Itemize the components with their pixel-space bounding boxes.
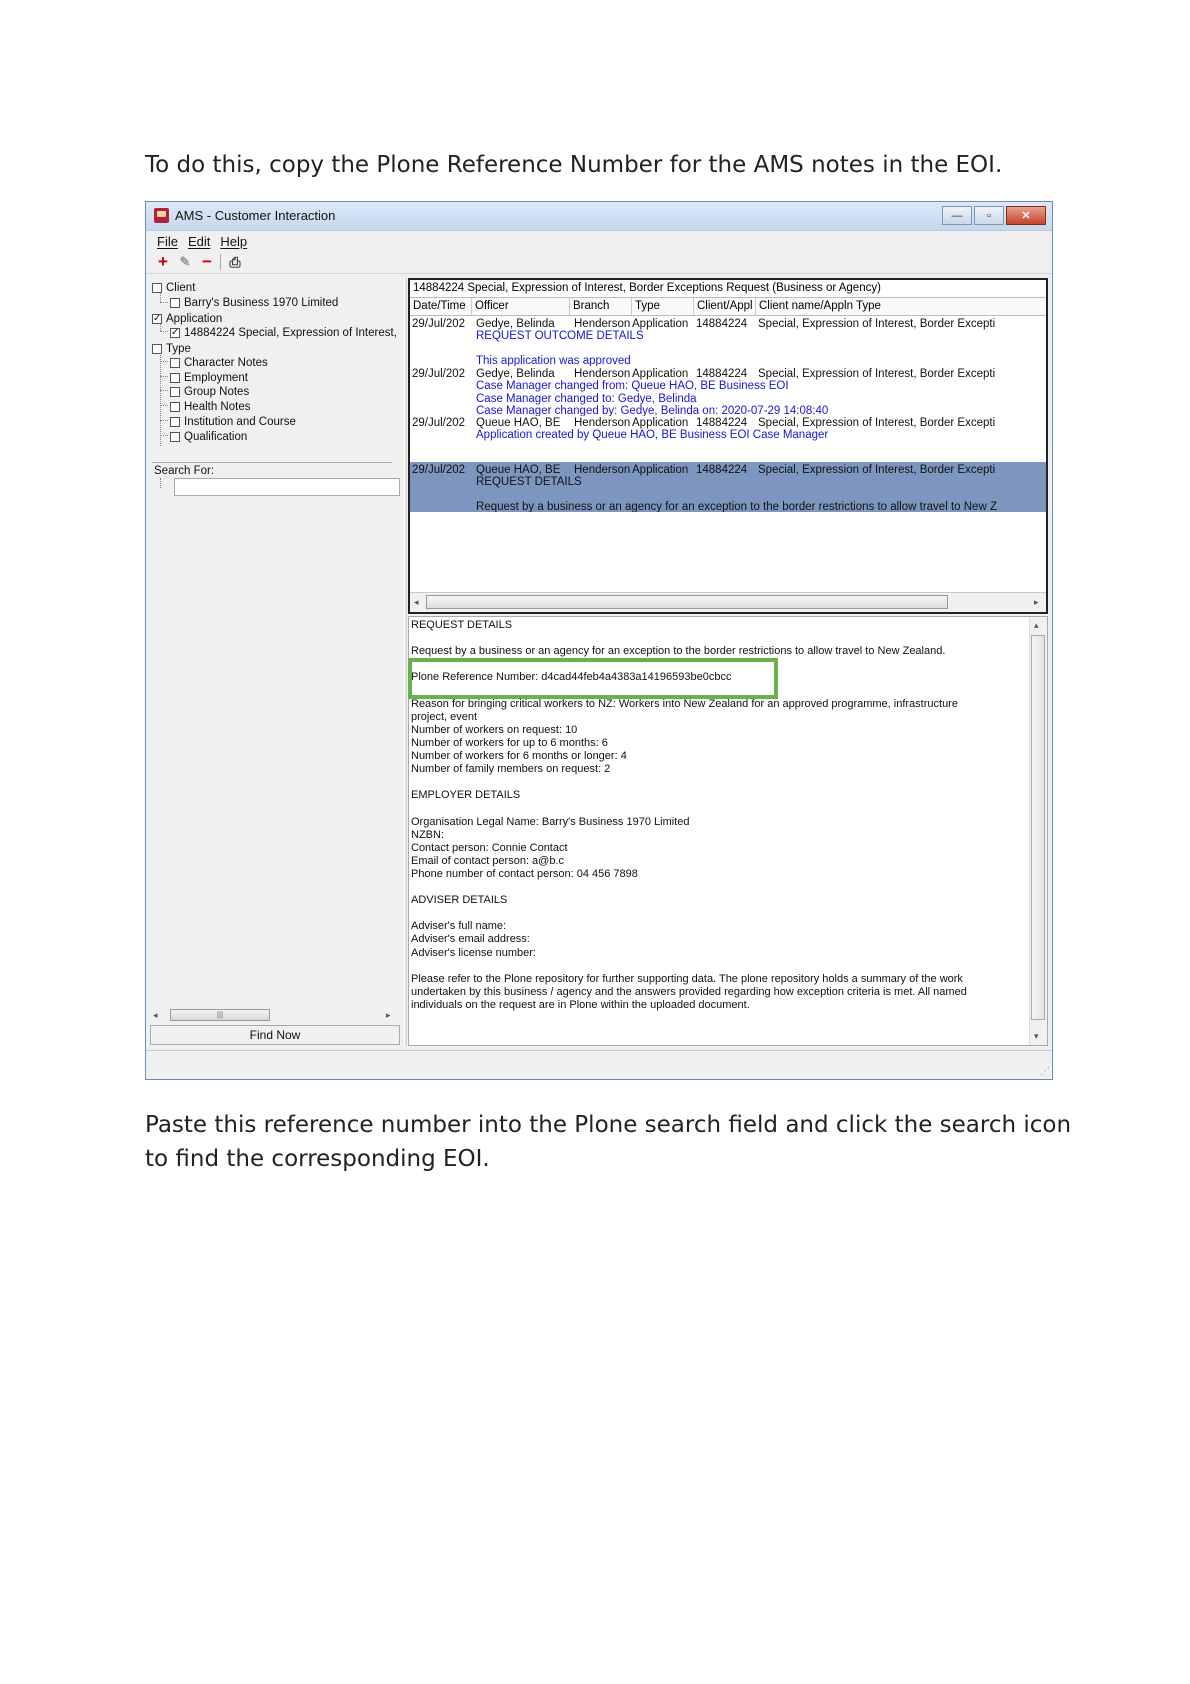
tree-line bbox=[160, 376, 168, 377]
cell-appln: Special, Expression of Interest, Border Excepti bbox=[758, 417, 996, 429]
detail-line: Adviser's email address: bbox=[411, 933, 530, 946]
application-checkbox[interactable]: ✓ bbox=[153, 312, 162, 324]
menu-help[interactable]: Help bbox=[220, 233, 248, 249]
ams-window bbox=[145, 201, 1053, 1080]
tree-type-label-item: Qualification bbox=[184, 430, 248, 443]
title-bar[interactable] bbox=[146, 202, 1052, 231]
table-row[interactable] bbox=[410, 316, 1046, 366]
detail-line: Contact person: Connie Contact bbox=[411, 841, 568, 854]
print-icon[interactable]: ⎙ bbox=[229, 253, 241, 270]
row-note bbox=[476, 429, 828, 442]
cell-branch: Henderson bbox=[574, 318, 631, 330]
add-icon[interactable]: + bbox=[158, 252, 168, 271]
detail-line: Phone number of contact person: 04 456 7898 bbox=[411, 867, 638, 880]
cell-officer: Gedye, Belinda bbox=[476, 368, 555, 380]
client-child-checkbox[interactable] bbox=[170, 298, 180, 308]
search-label: Search For: bbox=[154, 465, 215, 477]
tree-type-institution[interactable] bbox=[170, 414, 296, 429]
col-officer[interactable]: Officer bbox=[472, 298, 570, 315]
close-icon: ✕ bbox=[1021, 210, 1031, 222]
detail-line: project, event bbox=[411, 710, 478, 723]
scroll-right-icon[interactable]: ▸ bbox=[386, 1009, 391, 1020]
tree-type[interactable] bbox=[152, 341, 191, 356]
list-header bbox=[410, 298, 1046, 316]
note-line: REQUEST DETAILS bbox=[476, 476, 582, 488]
type-checkbox[interactable] bbox=[152, 344, 162, 354]
window-title: AMS - Customer Interaction bbox=[175, 208, 336, 223]
cell-client: 14884224 bbox=[696, 368, 748, 380]
detail-line: Email of contact person: a@b.c bbox=[411, 854, 565, 867]
tree-type-qualification[interactable] bbox=[170, 429, 247, 444]
note-line bbox=[476, 489, 997, 502]
detail-line: Number of workers for 6 months or longer: 4 bbox=[411, 750, 627, 762]
remove-icon[interactable]: − bbox=[202, 252, 212, 271]
scroll-left-icon[interactable]: ◂ bbox=[414, 597, 419, 607]
notes-list bbox=[408, 278, 1048, 614]
cell-date: 29/Jul/202 bbox=[412, 417, 466, 429]
cell-type: Application bbox=[632, 417, 689, 429]
col-branch[interactable]: Branch bbox=[570, 298, 632, 315]
cell-appln: Special, Expression of Interest, Border Excepti bbox=[758, 368, 996, 380]
row-note bbox=[476, 330, 644, 366]
list-horizontal-scrollbar[interactable] bbox=[410, 592, 1046, 612]
note-line: Case Manager changed to: Gedye, Belinda bbox=[476, 392, 697, 405]
health-checkbox[interactable] bbox=[170, 402, 180, 412]
cell-type: Application bbox=[632, 464, 689, 476]
client-checkbox[interactable] bbox=[152, 283, 162, 293]
cell-officer: Gedye, Belinda bbox=[476, 318, 555, 330]
tree-client-label: Client bbox=[166, 281, 196, 294]
detail-line: Request by a business or an agency for an exception to the border restrictions to allow travel to New Zealand. bbox=[411, 645, 946, 658]
tree-type-label-item: Employment bbox=[184, 371, 248, 384]
table-row[interactable] bbox=[410, 366, 1046, 416]
table-row[interactable] bbox=[410, 415, 1046, 465]
group-checkbox[interactable] bbox=[170, 387, 180, 397]
menu-bar bbox=[146, 231, 1052, 251]
qualification-checkbox[interactable] bbox=[170, 432, 180, 442]
tree-client-child-label: Barry's Business 1970 Limited bbox=[184, 296, 339, 309]
cell-date: 29/Jul/202 bbox=[412, 368, 466, 380]
pane-splitter[interactable] bbox=[404, 278, 407, 1046]
scroll-down-icon[interactable]: ▾ bbox=[1034, 1031, 1039, 1041]
tree-application-child[interactable] bbox=[170, 325, 397, 340]
tree-type-employment[interactable] bbox=[170, 370, 248, 385]
minimize-button[interactable] bbox=[942, 206, 972, 225]
filter-horizontal-scrollbar[interactable] bbox=[150, 1007, 400, 1023]
tree-client-child[interactable] bbox=[170, 295, 338, 310]
institution-checkbox[interactable] bbox=[170, 417, 180, 427]
tree-line bbox=[160, 435, 168, 436]
close-button[interactable] bbox=[1006, 206, 1046, 225]
cell-client: 14884224 bbox=[696, 464, 748, 476]
list-rows bbox=[410, 316, 1046, 579]
tree-type-health[interactable] bbox=[170, 399, 250, 414]
tree-line bbox=[160, 349, 161, 446]
tree-type-label: Type bbox=[166, 342, 191, 355]
detail-line: undertaken by this business / agency and the answers provided regarding how exception criteria is met. All named bbox=[411, 985, 967, 998]
col-date[interactable]: Date/Time bbox=[410, 298, 472, 315]
tree-type-label-item: Group Notes bbox=[184, 385, 250, 398]
detail-line: Number of family members on request: 2 bbox=[411, 763, 611, 776]
divider bbox=[152, 462, 392, 463]
row-note bbox=[476, 476, 997, 512]
tree-line bbox=[160, 302, 168, 303]
cell-type: Application bbox=[632, 318, 689, 330]
cell-branch: Henderson bbox=[574, 368, 631, 380]
note-line: REQUEST OUTCOME DETAILS bbox=[476, 330, 644, 342]
col-type[interactable]: Type bbox=[632, 298, 694, 315]
scroll-left-icon[interactable]: ◂ bbox=[153, 1009, 158, 1020]
cell-officer: Queue HAO, BE bbox=[476, 417, 561, 429]
tree-line bbox=[160, 420, 168, 421]
detail-line: NZBN: bbox=[411, 828, 444, 841]
character-checkbox[interactable] bbox=[170, 358, 180, 368]
detail-line: Please refer to the Plone repository for further supporting data. The plone repository holds a summary of the work bbox=[411, 972, 963, 985]
detail-line: individuals on the request are in Plone within the uploaded document. bbox=[411, 998, 750, 1011]
tree-line bbox=[160, 361, 168, 362]
note-line: Case Manager changed by: Gedye, Belinda on: 2020-07-29 14:08:40 bbox=[476, 405, 829, 416]
cell-date: 29/Jul/202 bbox=[412, 318, 466, 330]
scroll-up-icon[interactable]: ▴ bbox=[1034, 620, 1039, 630]
col-appln[interactable]: Client name/Appln Type bbox=[759, 300, 881, 312]
note-line: Request by a business or an agency for an exception to the border restrictions to allow travel to New Z bbox=[476, 501, 997, 512]
detail-line: Adviser's full name: bbox=[411, 920, 507, 933]
detail-line: Adviser's license number: bbox=[411, 946, 536, 959]
detail-line: Number of workers on request: 10 bbox=[411, 723, 578, 736]
tree-line bbox=[160, 390, 168, 391]
minimize-icon: — bbox=[951, 209, 963, 222]
detail-line: REQUEST DETAILS bbox=[411, 619, 513, 631]
toolbar-separator bbox=[220, 254, 221, 270]
scrollbar-thumb[interactable]: ||| bbox=[170, 1009, 270, 1021]
detail-line: Organisation Legal Name: Barry's Business 1970 Limited bbox=[411, 815, 690, 828]
maximize-icon: ▫ bbox=[987, 209, 991, 222]
application-child-checkbox[interactable]: ✓ bbox=[171, 326, 180, 338]
detail-line: Number of workers for up to 6 months: 6 bbox=[411, 736, 608, 749]
cell-branch: Henderson bbox=[574, 464, 631, 476]
tree-line bbox=[160, 331, 168, 332]
tree-line bbox=[160, 405, 168, 406]
reference-highlight-box bbox=[408, 658, 778, 699]
intro-paragraph: To do this, copy the Plone Reference Number for the AMS notes in the EOI. bbox=[145, 152, 1003, 178]
tree-type-character[interactable] bbox=[170, 355, 268, 370]
tree-client[interactable] bbox=[152, 280, 195, 295]
cell-type: Application bbox=[632, 368, 689, 380]
detail-line: EMPLOYER DETAILS bbox=[411, 789, 521, 802]
detail-line: ADVISER DETAILS bbox=[411, 894, 508, 907]
cell-appln: Special, Expression of Interest, Border Excepti bbox=[758, 464, 996, 476]
tree-application-child-label: 14884224 Special, Expression of Interest, bbox=[184, 326, 397, 339]
cell-date: 29/Jul/202 bbox=[412, 464, 466, 476]
cell-branch: Henderson bbox=[574, 417, 631, 429]
find-now-button[interactable]: Find Now bbox=[150, 1025, 400, 1045]
tree-type-label-item: Institution and Course bbox=[184, 415, 296, 428]
note-line bbox=[476, 343, 644, 356]
row-note bbox=[476, 380, 828, 416]
employment-checkbox[interactable] bbox=[170, 373, 180, 383]
tree-application-label: Application bbox=[166, 312, 223, 325]
tree-type-group[interactable] bbox=[170, 384, 249, 399]
list-title: 14884224 Special, Expression of Interest, Border Exceptions Request (Business or Agency) bbox=[410, 280, 1046, 298]
note-line: This application was approved bbox=[476, 355, 631, 366]
note-line: Application created by Queue HAO, BE Business EOI Case Manager bbox=[476, 429, 829, 441]
toolbar bbox=[146, 251, 1052, 274]
table-row[interactable] bbox=[410, 462, 1046, 512]
resize-grip-icon[interactable]: ⋰ bbox=[1040, 1066, 1050, 1077]
tree-line bbox=[160, 478, 161, 488]
menu-edit[interactable]: Edit bbox=[187, 233, 211, 249]
cell-client: 14884224 bbox=[696, 417, 748, 429]
scrollbar-thumb[interactable] bbox=[1031, 635, 1045, 1020]
edit-icon[interactable]: ✎ bbox=[179, 254, 191, 269]
tree-type-label-item: Health Notes bbox=[184, 400, 251, 413]
cell-officer: Queue HAO, BE bbox=[476, 464, 561, 476]
tree-application[interactable] bbox=[152, 311, 222, 326]
cell-client: 14884224 bbox=[696, 318, 748, 330]
filter-pane bbox=[150, 278, 403, 1046]
col-client[interactable]: Client/Appl bbox=[694, 298, 756, 315]
menu-file[interactable]: File bbox=[157, 233, 178, 249]
maximize-button[interactable] bbox=[974, 206, 1004, 225]
tree-type-label-item: Character Notes bbox=[184, 356, 268, 369]
search-input[interactable] bbox=[174, 478, 400, 496]
detail-line: Reason for bringing critical workers to NZ: Workers into New Zealand for an approved programme, infrastructure bbox=[411, 697, 958, 710]
note-line: Case Manager changed from: Queue HAO, BE Business EOI bbox=[476, 380, 789, 392]
app-icon bbox=[154, 208, 169, 223]
status-bar bbox=[146, 1050, 1052, 1079]
detail-vertical-scrollbar[interactable] bbox=[1029, 617, 1047, 1045]
scrollbar-thumb[interactable] bbox=[426, 595, 948, 609]
cell-appln: Special, Expression of Interest, Border Excepti bbox=[758, 318, 996, 330]
outro-paragraph: Paste this reference number into the Plone search field and click the search icon to find the corresponding EOI. bbox=[145, 1112, 1072, 1172]
scroll-right-icon[interactable]: ▸ bbox=[1034, 597, 1039, 607]
plone-reference-number: Plone Reference Number: d4cad44feb4a4383a14196593be0cbcc bbox=[411, 671, 732, 684]
